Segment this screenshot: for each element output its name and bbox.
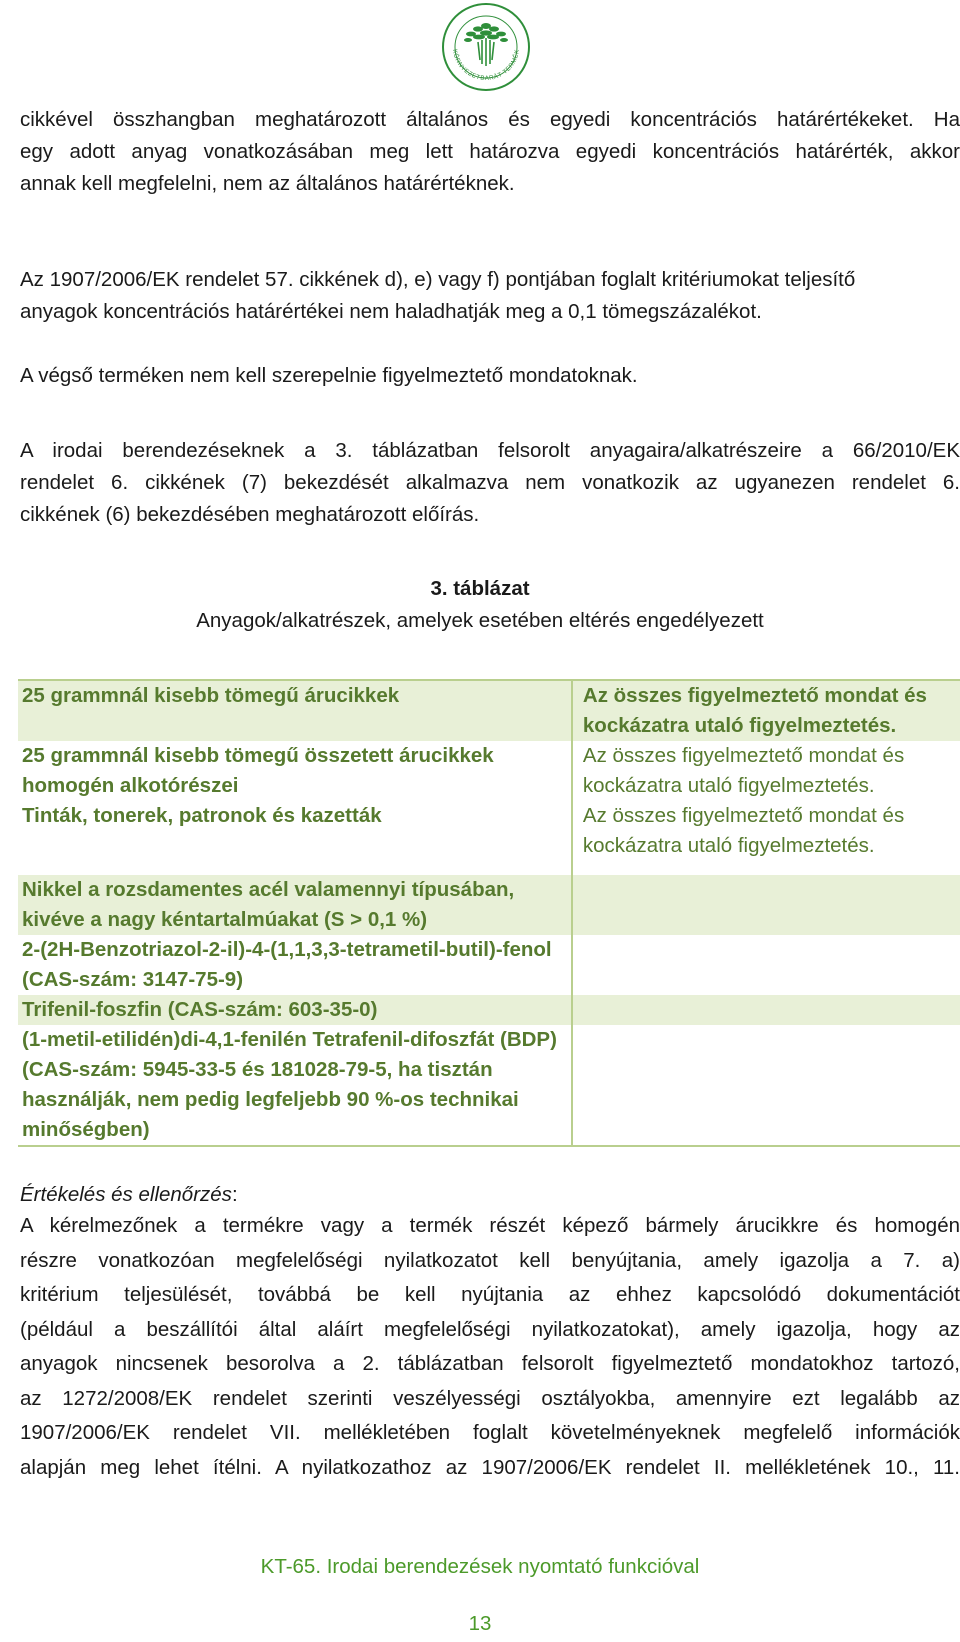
paragraph-line: A kérelmezőnek a termékre vagy a termék részét képező bármely árucikkre és homogén: [20, 1214, 960, 1237]
paragraph-line: Az 1907/2006/EK rendelet 57. cikkének d), e) vagy f) pontjában foglalt kritériumokat teljesítő: [20, 268, 856, 291]
table-cell-substance: 25 grammnál kisebb tömegű árucikkek: [18, 680, 572, 741]
section-heading-text: Értékelés és ellenőrzés: [20, 1183, 232, 1206]
table-cell-exemption: [572, 1025, 960, 1146]
table-row: [18, 801, 960, 861]
table-row: [18, 995, 960, 1025]
table-cell-exemption: Az összes figyelmeztető mondat és kockázatra utaló figyelmeztetés.: [572, 680, 960, 741]
paragraph-line: A végső terméken nem kell szerepelnie figyelmeztető mondatoknak.: [20, 364, 638, 387]
table-cell-exemption: [572, 935, 960, 995]
table-title: Anyagok/alkatrészek, amelyek esetében eltérés engedélyezett: [196, 609, 764, 632]
table-cell-substance: Tinták, tonerek, patronok és kazetták: [18, 801, 572, 861]
page-number: 13: [468, 1612, 492, 1635]
table-cell-substance: 2-(2H-Benzotriazol-2-il)-4-(1,1,3,3-tetrametil-butil)-fenol (CAS-szám: 3147-75-9): [18, 935, 572, 995]
paragraph-line: 1907/2006/EK rendelet VII. mellékletében foglalt követelményeknek megfelelő információk: [20, 1421, 960, 1444]
footer-title: KT-65. Irodai berendezések nyomtató funkcióval: [260, 1555, 700, 1578]
paragraph-line: anyagok koncentrációs határértékei nem haladhatják meg a 0,1 tömegszázalékot.: [20, 300, 762, 323]
table-row: [18, 680, 960, 741]
table-cell-exemption: Az összes figyelmeztető mondat és kockázatra utaló figyelmeztetés.: [582, 804, 905, 857]
paragraph-line: kritérium teljesülését, továbbá be kell nyújtania az ehhez kapcsolódó dokumentációt: [20, 1283, 960, 1306]
paragraph-line: az 1272/2008/EK rendelet szerinti veszélyességi osztályokba, amennyire ezt legalább az: [20, 1386, 960, 1410]
eco-label-logo: [441, 2, 531, 92]
table-cell-substance: Trifenil-foszfin (CAS-szám: 603-35-0): [18, 995, 572, 1025]
paragraph-line: cikkének (6) bekezdésében meghatározott előírás.: [20, 503, 480, 526]
exemptions-table: [18, 679, 960, 1147]
section-heading: [20, 1183, 238, 1207]
table-row: [18, 935, 960, 995]
table-cell-substance: 25 grammnál kisebb tömegű összetett árucikkek homogén alkotórészei: [18, 741, 572, 801]
section-heading-colon: :: [231, 1183, 238, 1206]
table-number: 3. táblázat: [430, 577, 530, 600]
paragraph-line: rendelet 6. cikkének (7) bekezdését alkalmazva nem vonatkozik az ugyanezen rendelet 6.: [20, 471, 960, 494]
table-cell-exemption: Az összes figyelmeztető mondat és kockázatra utaló figyelmeztetés.: [582, 744, 905, 797]
paragraph-line: (például a beszállítói által aláírt megfelelőségi nyilatkozatokat), amely igazolja, hogy az: [20, 1317, 960, 1341]
paragraph-3: [20, 360, 960, 392]
paragraph-line: cikkével összhangban meghatározott általános és egyedi koncentrációs határértékeket. Ha: [20, 108, 960, 131]
paragraph-2: [20, 264, 960, 328]
paragraph-line: anyagok nincsenek besorolva a 2. táblázatban felsorolt figyelmeztető mondatokhoz tartozó,: [20, 1352, 960, 1375]
paragraph-line: A irodai berendezéseknek a 3. táblázatban felsorolt anyagaira/alkatrészeire a 66/2010/EK: [20, 439, 960, 462]
paragraph-line: annak kell megfelelni, nem az általános határértéknek.: [20, 172, 515, 195]
table-row: [18, 1025, 960, 1146]
paragraph-line: részre vonatkozóan megfelelőségi nyilatkozatot kell benyújtania, amely igazolja a 7. a): [20, 1248, 960, 1272]
paragraph-4: [20, 435, 960, 531]
table-spacer-row: [18, 861, 960, 875]
table-cell-substance: (1-metil-etilidén)di-4,1-fenilén Tetrafenil-difoszfát (BDP) (CAS-szám: 5945-33-5 és 181028-79-5, ha tisztán használják, nem pedig legfeljebb 90 %-os technikai minőségben): [18, 1025, 572, 1146]
logo-text: KÖRNYEZETBARÁT TERMÉK: [451, 48, 521, 83]
paragraph-1: [20, 104, 960, 200]
table-cell-substance: Nikkel a rozsdamentes acél valamennyi típusában, kivéve a nagy kéntartalmúakat (S > 0,1 %): [18, 875, 572, 935]
paragraph-line: egy adott anyag vonatkozásában meg lett határozva egyedi koncentrációs határérték, akkor: [20, 140, 960, 163]
table-row: [18, 741, 960, 801]
paragraph-line: alapján meg lehet ítélni. A nyilatkozathoz az 1907/2006/EK rendelet II. mellékletének 10., 11.: [20, 1455, 960, 1479]
table-cell-exemption: [572, 995, 960, 1025]
evaluation-paragraph: [20, 1209, 960, 1485]
table-cell-exemption: [572, 875, 960, 935]
table-row: [18, 875, 960, 935]
